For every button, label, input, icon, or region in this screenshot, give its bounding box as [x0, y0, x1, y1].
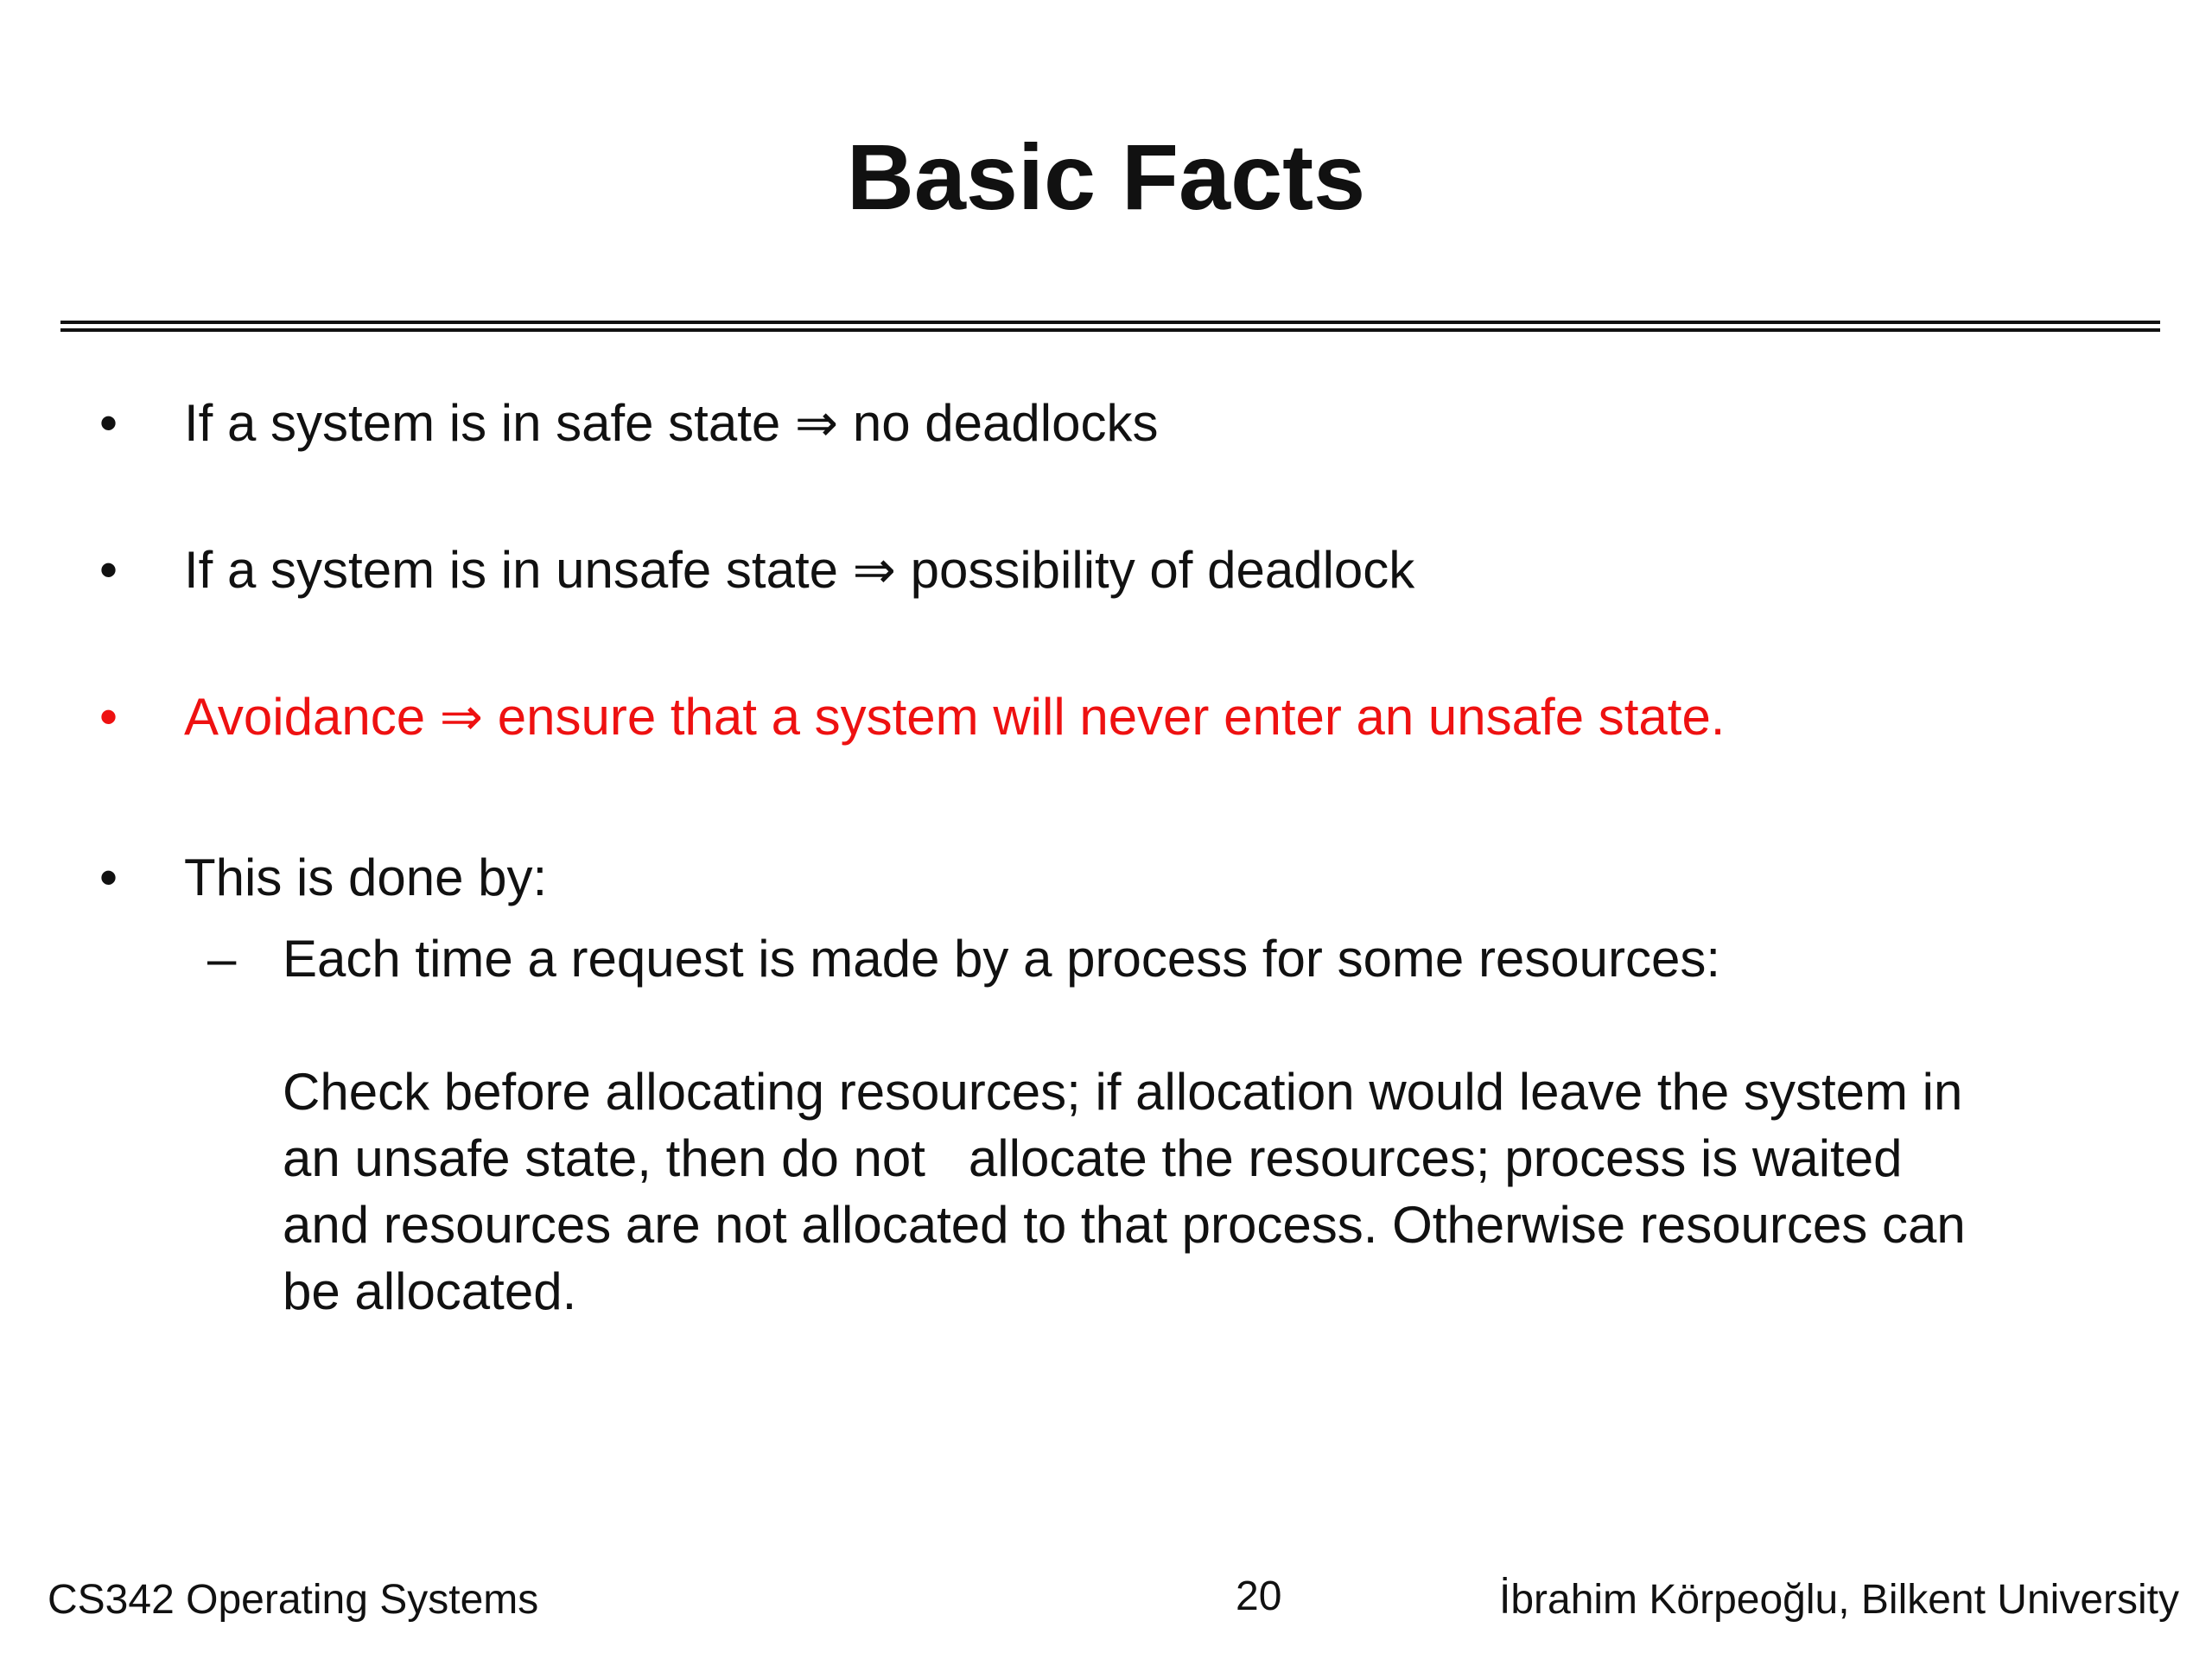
bullet-text: If a system is in unsafe state ⇒ possibility of deadlock	[184, 541, 1415, 599]
bullet-marker: •	[99, 688, 118, 746]
bullet-marker: •	[99, 849, 118, 906]
paragraph-line: Check before allocating resources; if allocation would leave the system in	[283, 1063, 1963, 1121]
footer-course: CS342 Operating Systems	[48, 1577, 539, 1623]
bullet-marker: •	[99, 541, 118, 599]
footer-author: İbrahim Körpeoğlu, Bilkent University	[1498, 1577, 2179, 1623]
explanation-paragraph	[283, 1058, 2140, 1325]
sub-bullet-marker: –	[207, 930, 237, 988]
bullet-text: This is done by:	[184, 849, 548, 906]
slide-title: Basic Facts	[846, 124, 1366, 229]
paragraph-line: be allocated.	[283, 1262, 577, 1320]
paragraph-line: an unsafe state, then do not allocate the resources; process is waited	[283, 1129, 1903, 1187]
bullet-text: If a system is in safe state ⇒ no deadlocks	[184, 394, 1159, 452]
bullet-text: Avoidance ⇒ ensure that a system will never enter an unsafe state.	[184, 688, 1726, 746]
sub-bullet-text: Each time a request is made by a process for some resources:	[283, 930, 1721, 988]
title-divider-bottom	[60, 328, 2160, 332]
title-divider-top	[60, 321, 2160, 324]
footer-page-number: 20	[1236, 1573, 1282, 1619]
paragraph-line: and resources are not allocated to that process. Otherwise resources can	[283, 1196, 1966, 1254]
bullet-marker: •	[99, 394, 118, 452]
